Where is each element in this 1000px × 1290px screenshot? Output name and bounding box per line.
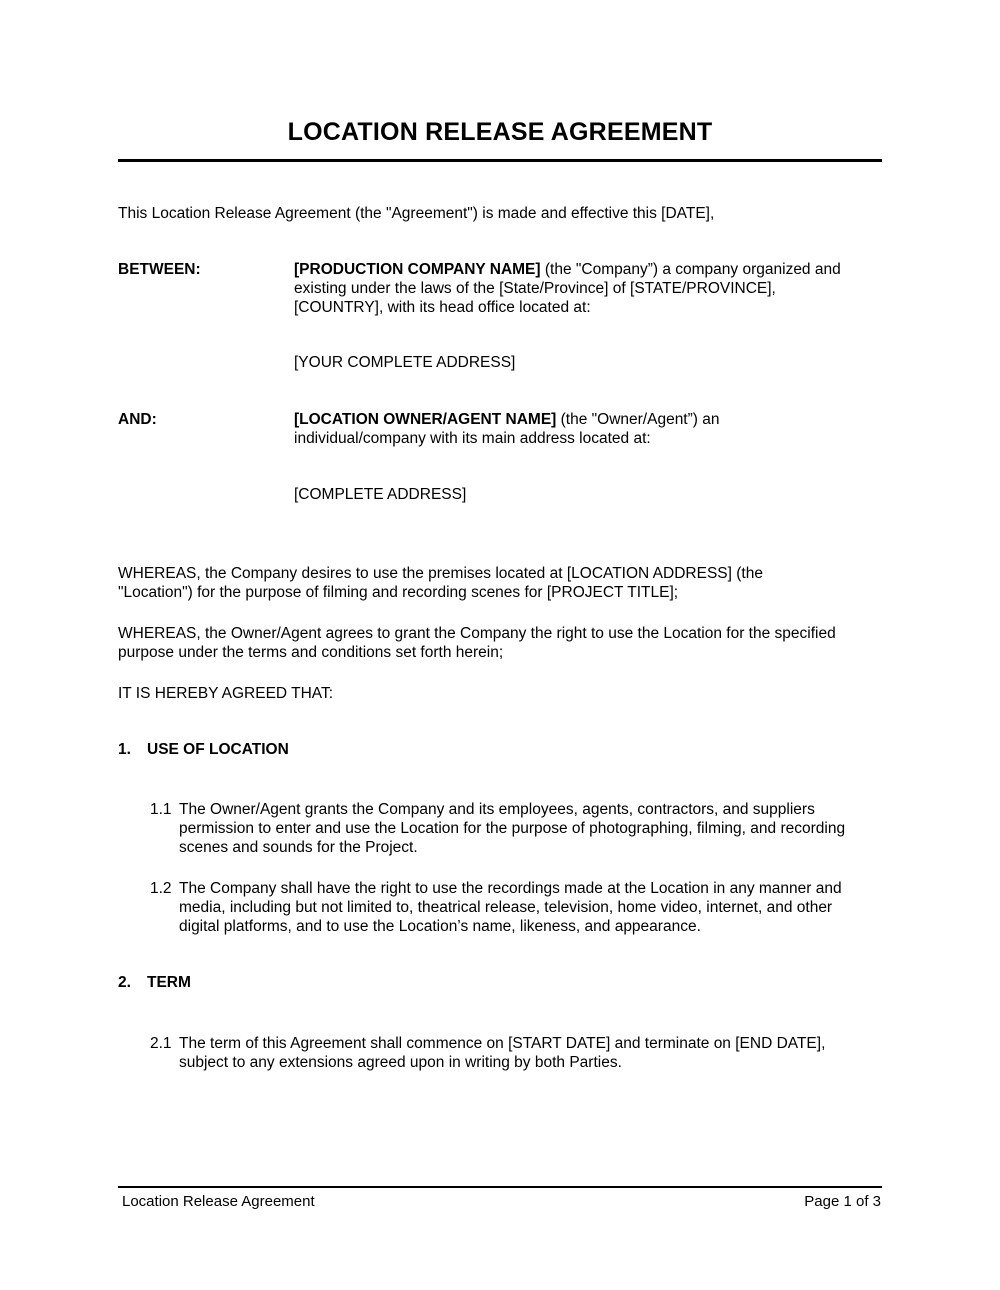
recital-line: purpose under the terms and conditions set forth herein; — [118, 644, 504, 661]
clause-number: 2.1 — [150, 1035, 172, 1052]
clause-text: media, including but not limited to, theatrical release, television, home video, internet, and other — [179, 899, 833, 916]
party-line — [294, 410, 884, 429]
clause-text: The term of this Agreement shall commence on [START DATE] and terminate on [END DATE], — [179, 1035, 826, 1052]
clause-number: 1.2 — [150, 880, 172, 897]
recital-line: WHEREAS, the Owner/Agent agrees to grant the Company the right to use the Location for the specified — [118, 625, 836, 642]
clause-text: The Company shall have the right to use the recordings made at the Location in any manner and — [179, 880, 842, 897]
party-address: [COMPLETE ADDRESS] — [294, 486, 467, 503]
party-block-company — [294, 260, 884, 317]
party-line: existing under the laws of the [State/Province] of [STATE/PROVINCE], — [294, 280, 776, 297]
party-line: individual/company with its main address located at: — [294, 430, 651, 447]
party-line: [COUNTRY], with its head office located at: — [294, 299, 591, 316]
footer-document-name: Location Release Agreement — [122, 1193, 315, 1210]
party-name: [PRODUCTION COMPANY NAME] — [294, 261, 541, 278]
clause-text: subject to any extensions agreed upon in writing by both Parties. — [179, 1054, 622, 1071]
party-label-between: BETWEEN: — [118, 261, 201, 278]
party-address: [YOUR COMPLETE ADDRESS] — [294, 354, 516, 371]
clause-text: The Owner/Agent grants the Company and its employees, agents, contractors, and suppliers — [179, 801, 815, 818]
clause-text: digital platforms, and to use the Location’s name, likeness, and appearance. — [179, 918, 701, 935]
recital-line: "Location") for the purpose of filming and recording scenes for [PROJECT TITLE]; — [118, 584, 679, 601]
footer-page-number: Page 1 of 3 — [804, 1193, 881, 1210]
clause — [150, 879, 919, 936]
party-description: (the "Owner/Agent”) an — [556, 411, 720, 428]
section-number: 1. — [118, 741, 131, 758]
section-title: TERM — [147, 974, 191, 991]
recital-line: WHEREAS, the Company desires to use the premises located at [LOCATION ADDRESS] (the — [118, 565, 763, 582]
clause — [150, 1034, 919, 1072]
party-description: (the "Company”) a company organized and — [540, 261, 841, 278]
section-heading — [118, 973, 191, 992]
party-line — [294, 260, 884, 279]
agreed-statement: IT IS HEREBY AGREED THAT: — [118, 685, 334, 702]
clause-text: scenes and sounds for the Project. — [179, 839, 418, 856]
title-divider — [118, 159, 882, 162]
intro-paragraph: This Location Release Agreement (the "Agreement") is made and effective this [DATE], — [118, 205, 715, 222]
footer-divider — [118, 1186, 882, 1188]
document-title: LOCATION RELEASE AGREEMENT — [287, 118, 713, 146]
section-number: 2. — [118, 974, 131, 991]
party-block-owner — [294, 410, 884, 448]
clause-text: permission to enter and use the Location for the purpose of photographing, filming, and recording — [179, 820, 846, 837]
section-title: USE OF LOCATION — [147, 741, 289, 758]
recital-paragraph — [118, 624, 888, 662]
party-label-and: AND: — [118, 411, 157, 428]
section-heading — [118, 740, 289, 759]
clause-number: 1.1 — [150, 801, 172, 818]
clause — [150, 800, 919, 857]
party-name: [LOCATION OWNER/AGENT NAME] — [294, 411, 557, 428]
recital-paragraph — [118, 564, 888, 602]
